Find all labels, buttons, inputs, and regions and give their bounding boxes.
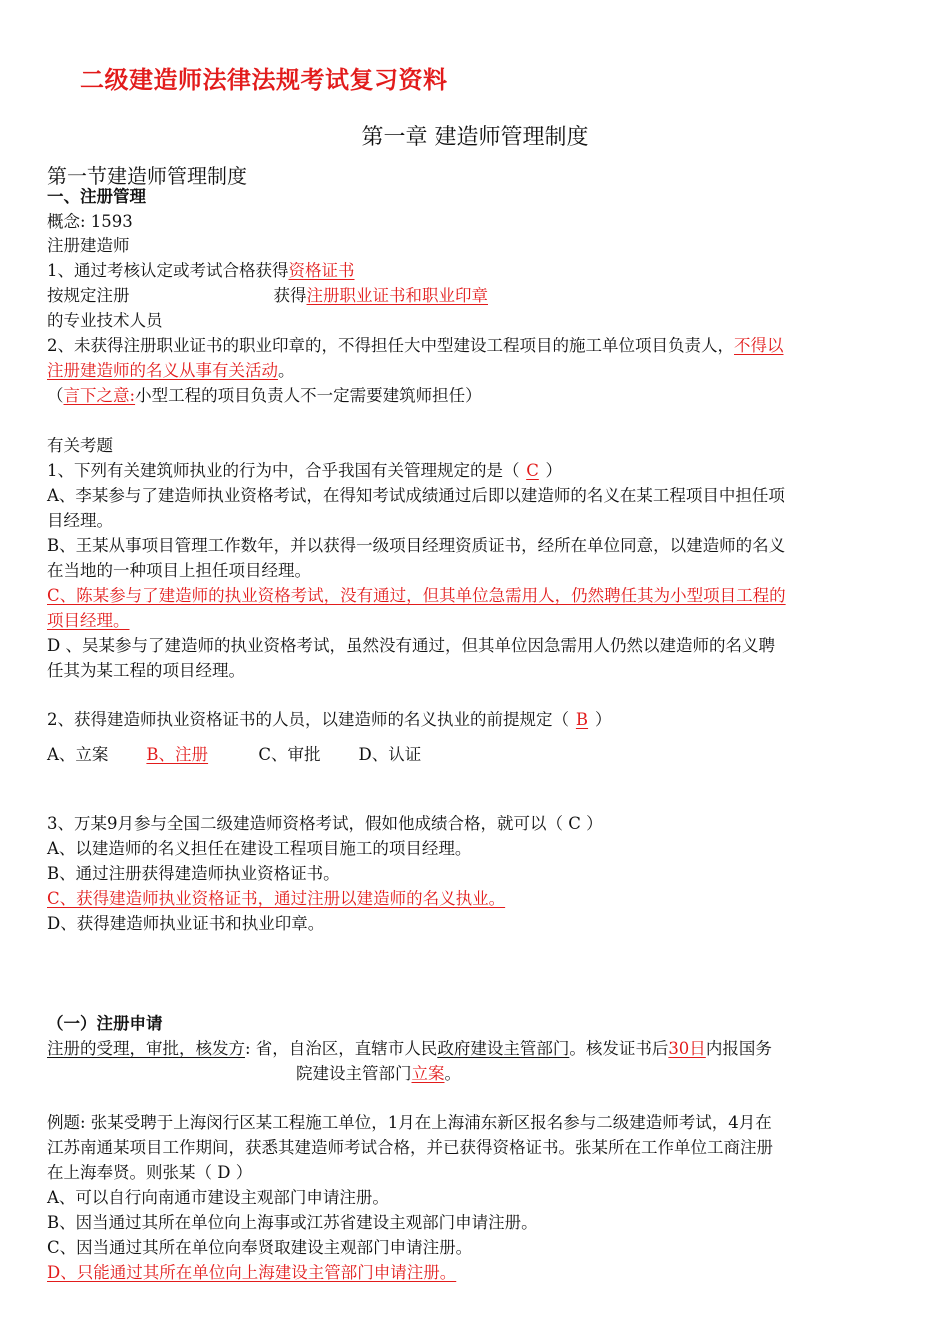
registered-constructor-heading: 注册建造师 — [47, 236, 130, 255]
subheading-registration-application: （一）注册申请 — [47, 1014, 163, 1033]
implication-line — [47, 386, 482, 406]
text: 1、下列有关建筑师执业的行为中，合乎我国有关管理规定的是（ — [47, 461, 520, 480]
register-line — [47, 286, 488, 306]
q3-option-b: B、通过注册获得建造师执业资格证书。 — [47, 864, 340, 883]
question-3-stem: 3、万某9月参与全国二级建造师资格考试，假如他成绩合格，就可以（ C ） — [47, 814, 603, 833]
q2-option-b-correct: B、注册 — [146, 745, 209, 764]
q3-option-c-correct: C、获得建造师执业资格证书，通过注册以建造师的名义执业。 — [47, 889, 506, 908]
text: 。 — [444, 1064, 461, 1083]
text: 院建设主管部门 — [296, 1064, 412, 1083]
question-2-answer: B — [575, 710, 589, 729]
chapter-title: 第一章 建造师管理制度 — [361, 125, 589, 150]
text: 获得 — [273, 286, 307, 305]
example-option-a: A、可以自行向南通市建设主观部门申请注册。 — [47, 1188, 389, 1207]
point-2-continued — [47, 361, 295, 381]
highlight-30-days: 30日 — [668, 1039, 706, 1058]
text: ） — [545, 461, 562, 480]
q1-option-a: A、李某参与了建造师执业资格考试，在得知考试成绩通过后即以建造师的名义在某工程项目中担任项 — [47, 486, 785, 505]
q1-option-c-correct: C、陈某参与了建造师的执业资格考试，没有通过，但其单位急需用人，仍然聘任其为小型项目工程的 — [47, 586, 786, 605]
q2-option-a: A、立案 — [47, 745, 109, 764]
q3-option-d: D、获得建造师执业证书和执业印章。 — [47, 914, 325, 933]
highlight-qualification-certificate: 资格证书 — [288, 261, 355, 280]
example-option-d-correct: D、只能通过其所在单位向上海建设主管部门申请注册。 — [47, 1263, 457, 1282]
text: ） — [595, 710, 612, 729]
q1-option-b: B、王某从事项目管理工作数年，并以获得一级项目经理资质证书，经所在单位同意，以建造师的名义 — [47, 536, 786, 555]
text: 。 — [278, 361, 295, 380]
professional-line: 的专业技术人员 — [47, 311, 163, 330]
concept-line: 概念: 1593 — [47, 212, 133, 231]
highlight-activity: 注册建造师的名义从事有关活动 — [47, 361, 278, 380]
q2-option-c: C、审批 — [258, 745, 321, 764]
text: 。核发证书后 — [569, 1039, 669, 1058]
text: 1、通过考核认定或考试合格获得 — [47, 261, 289, 280]
q1-option-c-correct-cont: 项目经理。 — [47, 611, 130, 630]
example-option-b: B、因当通过其所在单位向上海事或江苏省建设主观部门申请注册。 — [47, 1213, 538, 1232]
q1-option-d: D 、吴某参与了建造师的执业资格考试，虽然没有通过，但其单位因急需用人仍然以建造师的名义聘 — [47, 636, 775, 655]
text: 内报国务 — [705, 1039, 772, 1058]
text: 小型工程的项目负责人不一定需要建筑师担任） — [135, 386, 482, 405]
text: 政府建设主管部门 — [437, 1039, 570, 1058]
example-line-2: 江苏南通某项目工作期间，获悉其建造师考试合格，并已获得资格证书。张某所在工作单位工商注册 — [47, 1138, 773, 1157]
exam-questions-heading: 有关考题 — [47, 436, 113, 455]
document-title: 二级建造师法律法规考试复习资料 — [80, 66, 448, 94]
example-line-3: 在上海奉贤。则张某（ D ） — [47, 1163, 253, 1182]
question-1-stem — [47, 461, 562, 481]
text: （ — [47, 386, 64, 405]
q1-option-d-cont: 任其为某工程的项目经理。 — [47, 661, 245, 680]
point-2-line — [47, 336, 784, 356]
highlight-not-allowed: 不得以 — [734, 336, 784, 355]
highlight-implication: 言下之意: — [63, 386, 136, 405]
q2-options — [47, 745, 421, 765]
q3-option-a: A、以建造师的名义担任在建设工程项目施工的项目经理。 — [47, 839, 472, 858]
example-option-c: C、因当通过其所在单位向奉贤取建设主观部门申请注册。 — [47, 1238, 473, 1257]
text: 注册的受理，审批，核发方 — [47, 1039, 245, 1058]
highlight-registration-certificate: 注册职业证书和职业印章 — [306, 286, 488, 305]
q2-option-d: D、认证 — [358, 745, 422, 764]
text: 2、未获得注册职业证书的职业印章的，不得担任大中型建设工程项目的施工单位项目负责人， — [47, 336, 734, 355]
point-1-line — [47, 261, 355, 281]
q1-option-b-cont: 在当地的一种项目上担任项目经理。 — [47, 561, 311, 580]
registration-authority-cont — [296, 1064, 461, 1084]
question-1-answer: C — [526, 461, 539, 480]
text: 2、获得建造师执业资格证书的人员，以建造师的名义执业的前提规定（ — [47, 710, 569, 729]
example-line-1: 例题: 张某受聘于上海闵行区某工程施工单位，1月在上海浦东新区报名参与二级建造师考试，4月在 — [47, 1113, 772, 1132]
text: 按规定注册 — [47, 286, 130, 305]
highlight-filing: 立案 — [411, 1064, 445, 1083]
subheading-registration-management: 一、注册管理 — [47, 187, 146, 206]
section-title: 第一节建造师管理制度 — [47, 164, 247, 188]
q1-option-a-cont: 目经理。 — [47, 511, 113, 530]
text: : 省，自治区，直辖市人民 — [245, 1039, 438, 1058]
registration-authority-line — [47, 1039, 772, 1059]
question-2-stem — [47, 710, 612, 730]
